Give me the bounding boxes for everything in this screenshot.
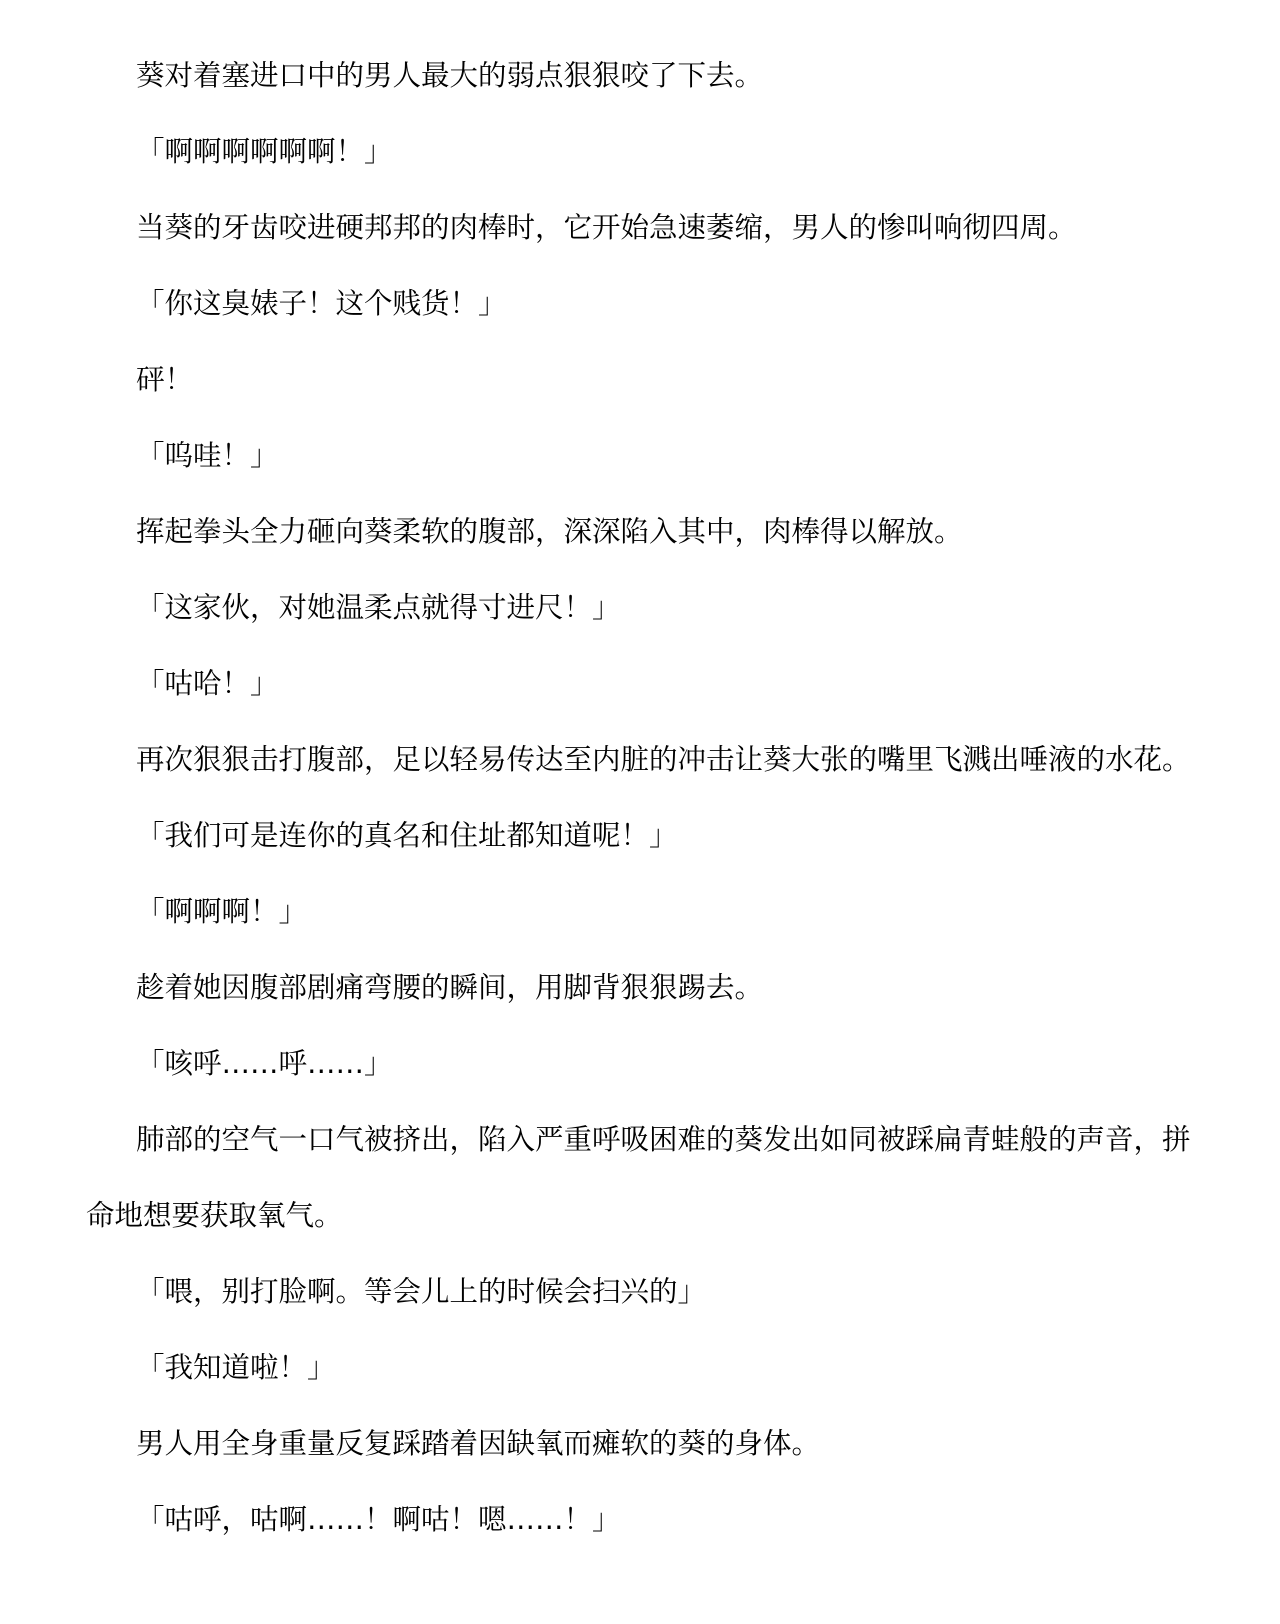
paragraph-line: 趁着她因腹部剧痛弯腰的瞬间，用脚背狠狠踢去。 [136,971,764,1004]
dialogue-line: 「咕呼，咕啊……！啊咕！嗯……！」 [136,1503,621,1536]
dialogue-line: 「咕哈！」 [136,667,279,700]
paragraph-line: 男人用全身重量反复踩踏着因缺氧而瘫软的葵的身体。 [136,1427,821,1460]
paragraph-continuation-line: 命地想要获取氧气。 [86,1199,343,1232]
dialogue-line: 「我知道啦！」 [136,1351,336,1384]
dialogue-line: 「啊啊啊！」 [136,895,308,928]
paragraph-line: 挥起拳头全力砸向葵柔软的腹部，深深陷入其中，肉棒得以解放。 [136,515,963,548]
paragraph-line: 再次狠狠击打腹部，足以轻易传达至内脏的冲击让葵大张的嘴里飞溅出唾液的水花。 [136,743,1191,776]
dialogue-line: 「你这臭婊子！这个贱货！」 [136,287,507,320]
dialogue-line: 「这家伙，对她温柔点就得寸进尺！」 [136,591,621,624]
dialogue-line: 「咳呼……呼……」 [136,1047,393,1080]
dialogue-line: 「呜哇！」 [136,439,279,472]
paragraph-line: 砰！ [136,363,194,396]
paragraph-line: 肺部的空气一口气被挤出，陷入严重呼吸困难的葵发出如同被踩扁青蛙般的声音，拼 [136,1123,1191,1156]
paragraph-line: 葵对着塞进口中的男人最大的弱点狠狠咬了下去。 [136,59,764,92]
dialogue-line: 「我们可是连你的真名和住址都知道呢！」 [136,819,678,852]
dialogue-line: 「喂，别打脸啊。等会儿上的时候会扫兴的」 [136,1275,707,1308]
dialogue-line: 「啊啊啊啊啊啊！」 [136,135,393,168]
paragraph-line: 当葵的牙齿咬进硬邦邦的肉棒时，它开始急速萎缩，男人的惨叫响彻四周。 [136,211,1077,244]
